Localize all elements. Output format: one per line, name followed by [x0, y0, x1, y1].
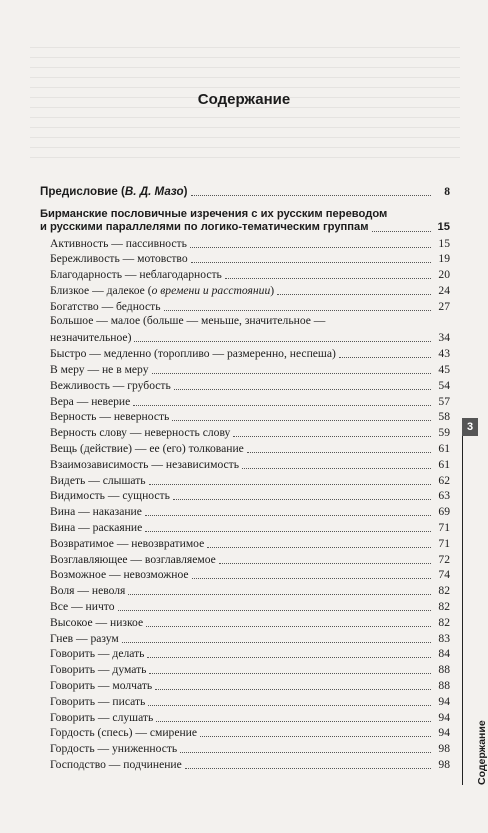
toc-entry-label: В меру — не в меру	[50, 362, 149, 376]
toc-entry-label: Вера — неверие	[50, 394, 131, 408]
page-number: 61	[438, 457, 450, 471]
page-number: 72	[438, 552, 450, 566]
toc-entry[interactable]	[40, 740, 450, 756]
page-number: 82	[438, 584, 450, 598]
toc-entry[interactable]	[40, 409, 450, 425]
toc-entry[interactable]	[40, 488, 450, 504]
toc-entry-label: Активность — пассивность	[50, 236, 187, 250]
page-number: 98	[438, 742, 450, 756]
page-number: 57	[438, 394, 450, 408]
toc-entry-label: Вина — наказание	[50, 505, 142, 519]
dot-leader	[185, 768, 431, 769]
toc-entry[interactable]	[40, 393, 450, 409]
toc-entry[interactable]	[40, 535, 450, 551]
toc-entry-label: Видимость — сущность	[50, 489, 170, 503]
page-number: 59	[438, 426, 450, 440]
toc-entry[interactable]	[40, 440, 450, 456]
dot-leader	[148, 705, 431, 706]
dot-leader	[147, 657, 431, 658]
dot-leader	[247, 452, 431, 453]
toc-entry[interactable]	[40, 582, 450, 598]
page-number: 88	[438, 663, 450, 677]
toc-entry-label: Говорить — слушать	[50, 710, 154, 724]
toc-entry[interactable]	[40, 519, 450, 535]
toc-entry-label: Возвратимое — невозвратимое	[50, 536, 205, 550]
preface-label: Предисловие (В. Д. Мазо)	[40, 184, 188, 198]
dot-leader	[277, 294, 431, 295]
page-number: 71	[438, 536, 450, 550]
page-number: 94	[438, 710, 450, 724]
dot-leader	[372, 231, 431, 232]
toc-entry-label: Взаимозависимость — независимость	[50, 457, 240, 471]
dot-leader	[122, 642, 431, 643]
dot-leader	[156, 721, 431, 722]
toc-entry-label: Богатство — бедность	[50, 299, 161, 313]
dot-leader	[242, 468, 431, 469]
toc-entry[interactable]	[40, 503, 450, 519]
page-number: 58	[438, 410, 450, 424]
toc-entry-label: Гордость — униженность	[50, 742, 178, 756]
toc-entry-label: Вежливость — грубость	[50, 378, 171, 392]
page-number: 84	[438, 647, 450, 661]
page-title: Содержание	[197, 91, 291, 108]
dot-leader	[128, 594, 431, 595]
toc-entry-label: Гордость (спесь) — смирение	[50, 726, 198, 740]
toc-entry-label: незначительное)	[50, 331, 132, 345]
dot-leader	[339, 357, 431, 358]
dot-leader	[233, 436, 431, 437]
toc-entry[interactable]	[40, 598, 450, 614]
page-number: 82	[438, 615, 450, 629]
dot-leader	[207, 547, 431, 548]
toc-entry-label: Говорить — писать	[50, 694, 146, 708]
toc-entry[interactable]	[40, 614, 450, 630]
page-number: 24	[438, 283, 450, 297]
toc-entry-label: Гнев — разум	[50, 631, 119, 645]
preface-author: В. Д. Мазо	[124, 184, 184, 198]
toc-entry-label: Близкое — далекое (о времени и расстоянии)	[50, 283, 275, 297]
toc-entry-label: Господство — подчинение	[50, 757, 182, 771]
page-number: 71	[438, 520, 450, 534]
page-number: 61	[438, 441, 450, 455]
toc-entry[interactable]	[40, 661, 450, 677]
dot-leader	[149, 484, 431, 485]
chapter-title-line2: и русскими параллелями по логико-тематическим группам	[40, 221, 369, 234]
toc-entry-label: Бережливость — мотовство	[50, 252, 188, 266]
page-number: 20	[438, 268, 450, 282]
toc-entry[interactable]	[40, 551, 450, 567]
dot-leader	[149, 673, 431, 674]
toc-entry-label: Говорить — делать	[50, 647, 145, 661]
dot-leader	[133, 405, 431, 406]
toc-chapter[interactable]	[40, 208, 450, 235]
dot-leader	[219, 563, 431, 564]
toc-entry-label: Быстро — медленно (торопливо — размеренно, неспеша)	[50, 347, 336, 361]
toc-entry-label: Высокое — низкое	[50, 615, 144, 629]
toc-entry[interactable]	[40, 725, 450, 741]
toc-entry-label: Верность — неверность	[50, 410, 170, 424]
dot-leader	[164, 310, 432, 311]
toc-entry-label: Видеть — слышать	[50, 473, 146, 487]
toc-entry[interactable]	[40, 646, 450, 662]
page-number: 69	[438, 505, 450, 519]
page-number: 15	[438, 236, 450, 250]
toc-entry-label: Говорить — думать	[50, 663, 147, 677]
page-number: 94	[438, 726, 450, 740]
toc-entry[interactable]	[40, 567, 450, 583]
dot-leader	[200, 736, 431, 737]
toc-entry[interactable]	[40, 282, 450, 298]
toc-entry-label-line1: Большое — малое (больше — меньше, значительное —	[50, 313, 326, 327]
page-number: 34	[438, 331, 450, 345]
page-number: 94	[438, 694, 450, 708]
toc-entry[interactable]	[40, 361, 450, 377]
toc-entry[interactable]	[40, 235, 450, 251]
toc-entry[interactable]	[40, 377, 450, 393]
dot-leader	[155, 689, 431, 690]
toc-entry[interactable]	[40, 330, 450, 346]
page-number: 15	[437, 221, 450, 234]
dot-leader	[173, 499, 431, 500]
toc-entry[interactable]	[40, 709, 450, 725]
page-number: 43	[438, 347, 450, 361]
toc-entry[interactable]	[40, 298, 450, 314]
toc-entry-label: Все — ничто	[50, 599, 115, 613]
page-number-tab: 3	[462, 418, 478, 436]
toc-entry-label: Говорить — молчать	[50, 678, 153, 692]
dot-leader	[152, 373, 432, 374]
dot-leader	[191, 195, 432, 196]
toc-entry-label: Возможное — невозможное	[50, 568, 189, 582]
dot-leader	[146, 626, 431, 627]
toc-entry-label: Верность слову — неверность слову	[50, 426, 231, 440]
toc-entry[interactable]	[40, 756, 450, 772]
dot-leader	[191, 262, 431, 263]
dot-leader	[190, 247, 431, 248]
dot-leader	[145, 531, 431, 532]
dot-leader	[180, 752, 431, 753]
toc-preface[interactable]	[40, 183, 450, 199]
toc-entry[interactable]	[40, 345, 450, 361]
dot-leader	[192, 578, 431, 579]
toc-entry-label: Воля — неволя	[50, 584, 126, 598]
chapter-title-line1: Бирманские пословичные изречения с их русским переводом	[40, 207, 388, 220]
page-number: 63	[438, 489, 450, 503]
dot-leader	[118, 610, 431, 611]
page-number: 83	[438, 631, 450, 645]
dot-leader	[174, 389, 431, 390]
toc-entry[interactable]	[40, 630, 450, 646]
dot-leader	[225, 278, 431, 279]
toc-entries	[40, 235, 450, 772]
toc-entry[interactable]	[40, 677, 450, 693]
page-number: 82	[438, 599, 450, 613]
toc-entry-label: Благодарность — неблагодарность	[50, 268, 222, 282]
page-number: 8	[444, 184, 450, 198]
page-number: 62	[438, 473, 450, 487]
page-number: 45	[438, 362, 450, 376]
dot-leader	[172, 420, 431, 421]
toc-entry[interactable]	[40, 424, 450, 440]
toc-entry[interactable]	[40, 693, 450, 709]
page-number: 74	[438, 568, 450, 582]
page-number: 19	[438, 252, 450, 266]
page-number: 54	[438, 378, 450, 392]
page-number: 88	[438, 678, 450, 692]
toc-entry[interactable]	[40, 251, 450, 267]
table-of-contents	[40, 183, 450, 772]
running-section-label: Содержание	[476, 720, 488, 785]
toc-entry[interactable]	[40, 456, 450, 472]
page-number: 27	[438, 299, 450, 313]
toc-entry-label: Возглавляющее — возглавляемое	[50, 552, 216, 566]
dot-leader	[134, 341, 431, 342]
toc-entry[interactable]	[40, 266, 450, 282]
toc-entry-label: Вещь (действие) — ее (его) толкование	[50, 441, 244, 455]
page-number: 98	[438, 757, 450, 771]
dot-leader	[145, 515, 431, 516]
toc-entry[interactable]	[40, 472, 450, 488]
toc-entry-label: Вина — раскаяние	[50, 520, 143, 534]
